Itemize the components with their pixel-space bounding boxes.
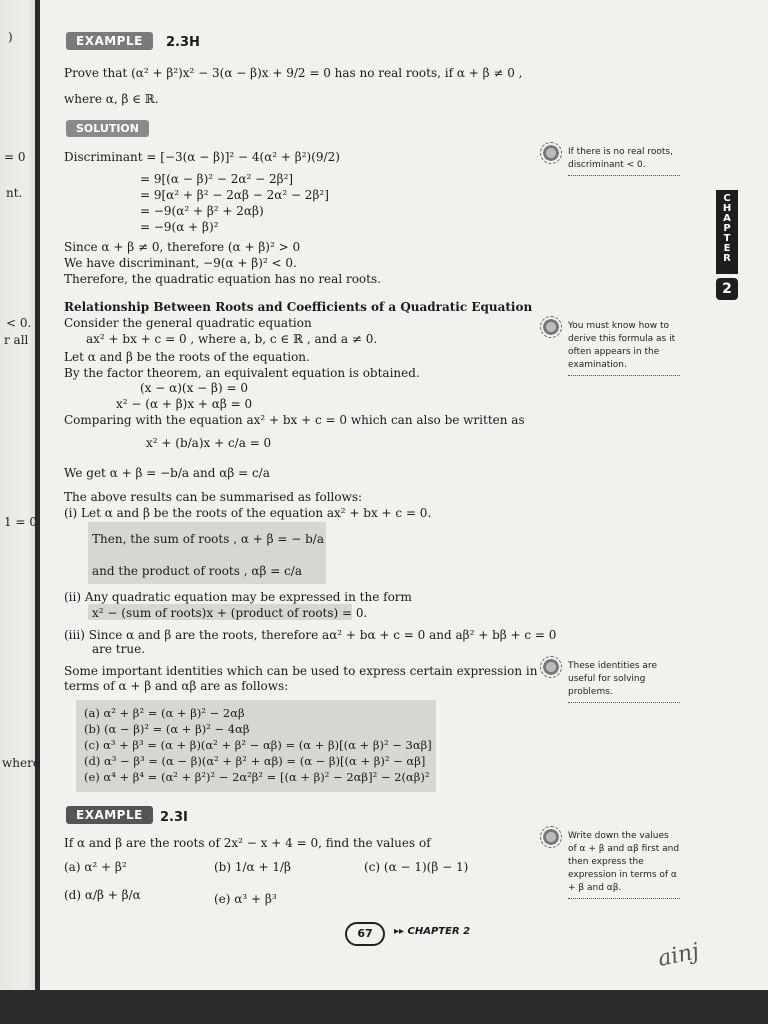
body-line: x² − (sum of roots)x + (product of roots) = 0. bbox=[92, 606, 368, 620]
body-line: (ii) Any quadratic equation may be expressed in the form bbox=[64, 590, 412, 604]
question-part: (a) α² + β² bbox=[64, 860, 127, 874]
identity-line: (b) (α − β)² = (α + β)² − 4αβ bbox=[84, 722, 250, 736]
dotted-divider bbox=[568, 702, 680, 703]
example-number: 2.3H bbox=[166, 35, 200, 50]
side-note-text: You must know how to derive this formula as it often appears in the examination. bbox=[568, 321, 676, 370]
side-note-text: If there is no real roots, discriminant < 0. bbox=[568, 147, 673, 170]
side-note bbox=[540, 830, 680, 899]
question-part: (d) α/β + β/α bbox=[64, 888, 141, 902]
body-line: (iii) Since α and β are the roots, therefore aα² + bα + c = 0 and aβ² + bβ + c = 0 bbox=[64, 628, 557, 642]
body-line: ax² + bx + c = 0 , where a, b, c ∈ ℝ , and a ≠ 0. bbox=[86, 332, 378, 346]
body-line: Consider the general quadratic equation bbox=[64, 316, 312, 330]
chapter-tab bbox=[716, 190, 738, 274]
body-line: and the product of roots , αβ = c/a bbox=[92, 564, 302, 578]
solution-line: Discriminant = [−3(α − β)]² − 4(α² + β²)(9/2) bbox=[64, 150, 340, 164]
solution-line: = −9(α² + β² + 2αβ) bbox=[140, 204, 264, 218]
body-line: Some important identities which can be used to express certain expression in bbox=[64, 664, 538, 678]
solution-line: = 9[(α − β)² − 2α² − 2β²] bbox=[140, 172, 294, 186]
body-line: x² + (b/a)x + c/a = 0 bbox=[146, 436, 272, 450]
body-line: (x − α)(x − β) = 0 bbox=[140, 381, 248, 395]
body-line: Let α and β be the roots of the equation. bbox=[64, 350, 310, 364]
bleed-text: 1 = 0 bbox=[4, 515, 37, 529]
bleed-text: < 0. bbox=[6, 316, 32, 330]
solution-line: = 9[α² + β² − 2αβ − 2α² − 2β²] bbox=[140, 188, 329, 202]
body-line: are true. bbox=[92, 642, 146, 656]
page-number: 67 bbox=[345, 922, 385, 946]
solution-line: Since α + β ≠ 0, therefore (α + β)² > 0 bbox=[64, 240, 301, 254]
side-note-text: Write down the values of α + β and αβ first and then express the expression in terms of α + β and αβ. bbox=[568, 831, 680, 893]
body-line: Then, the sum of roots , α + β = − b/a bbox=[92, 532, 324, 546]
solution-line: = −9(α + β)² bbox=[140, 220, 219, 234]
body-line: Comparing with the equation ax² + bx + c = 0 which can also be written as bbox=[64, 413, 525, 427]
identity-line: (a) α² + β² = (α + β)² − 2αβ bbox=[84, 706, 245, 720]
identity-line: (c) α³ + β³ = (α + β)(α² + β² − αβ) = (α + β)[(α + β)² − 3αβ] bbox=[84, 738, 432, 752]
side-note bbox=[540, 146, 680, 176]
identity-line: (e) α⁴ + β⁴ = (α² + β²)² − 2α²β² = [(α + β)² − 2αβ]² − 2(αβ)² bbox=[84, 770, 430, 784]
dotted-divider bbox=[568, 175, 680, 176]
side-note bbox=[540, 320, 680, 376]
solution-tag: SOLUTION bbox=[66, 120, 149, 137]
question-line: If α and β are the roots of 2x² − x + 4 = 0, find the values of bbox=[64, 836, 431, 850]
solution-line: Therefore, the quadratic equation has no real roots. bbox=[64, 272, 381, 286]
body-line: (i) Let α and β be the roots of the equation ax² + bx + c = 0. bbox=[64, 506, 432, 520]
solution-line: We have discriminant, −9(α + β)² < 0. bbox=[64, 256, 297, 270]
lightbulb-icon bbox=[540, 826, 562, 848]
example-number: 2.3I bbox=[160, 810, 188, 825]
question-part: (b) 1/α + 1/β bbox=[214, 860, 291, 874]
book-spine bbox=[35, 0, 40, 1000]
identity-line: (d) α³ − β³ = (α − β)(α² + β² + αβ) = (α − β)[(α + β)² − αβ] bbox=[84, 754, 426, 768]
footer-chapter-label: ▸▸ CHAPTER 2 bbox=[394, 926, 471, 937]
body-line: We get α + β = −b/a and αβ = c/a bbox=[64, 466, 270, 480]
question-part: (e) α³ + β³ bbox=[214, 892, 277, 906]
body-line: x² − (α + β)x + αβ = 0 bbox=[116, 397, 253, 411]
lightbulb-icon bbox=[540, 656, 562, 678]
side-note bbox=[540, 660, 680, 703]
dotted-divider bbox=[568, 375, 680, 376]
side-note-text: These identities are useful for solving problems. bbox=[568, 661, 657, 697]
chapter-tab-word: CHAPTER bbox=[722, 193, 732, 264]
bleed-text: where bbox=[2, 756, 40, 770]
question-line: where α, β ∈ ℝ. bbox=[64, 92, 159, 106]
lightbulb-icon bbox=[540, 142, 562, 164]
bleed-text: nt. bbox=[6, 186, 23, 200]
handwritten-signature: ainj bbox=[655, 938, 702, 973]
bleed-text: ) bbox=[8, 30, 13, 44]
bleed-text: r all bbox=[4, 333, 29, 347]
section-heading: Relationship Between Roots and Coefficients of a Quadratic Equation bbox=[64, 300, 533, 314]
body-line: The above results can be summarised as follows: bbox=[64, 490, 363, 504]
body-line: terms of α + β and αβ are as follows: bbox=[64, 679, 289, 693]
example-tag: EXAMPLE bbox=[66, 32, 153, 50]
body-line: By the factor theorem, an equivalent equation is obtained. bbox=[64, 366, 420, 380]
question-part: (c) (α − 1)(β − 1) bbox=[364, 860, 469, 874]
chapter-number-badge: 2 bbox=[716, 278, 738, 300]
scan-bottom-bar bbox=[0, 990, 768, 1024]
example-tag: EXAMPLE bbox=[66, 806, 153, 824]
bleed-text: = 0 bbox=[4, 150, 26, 164]
lightbulb-icon bbox=[540, 316, 562, 338]
question-line: Prove that (α² + β²)x² − 3(α − β)x + 9/2 = 0 has no real roots, if α + β ≠ 0 , bbox=[64, 66, 523, 80]
dotted-divider bbox=[568, 898, 680, 899]
